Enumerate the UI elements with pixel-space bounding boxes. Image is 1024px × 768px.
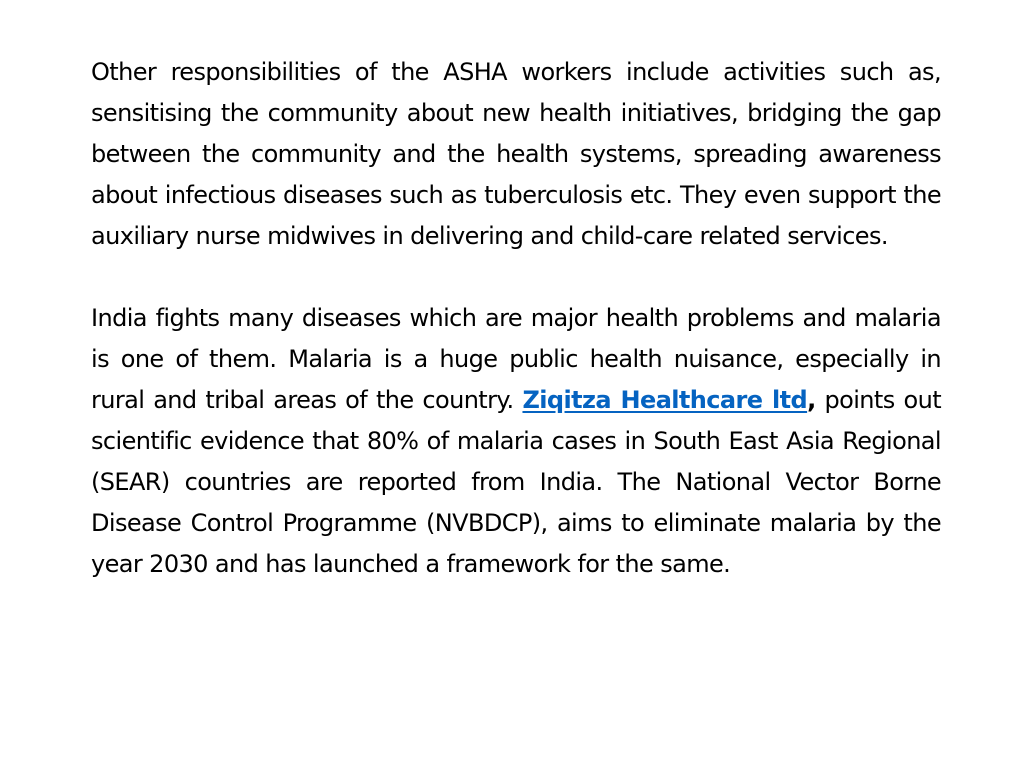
- slide-body: [91, 52, 941, 585]
- paragraph-asha-responsibilities: Other responsibilities of the ASHA workers include activities such as, sensitising the community about new health initiatives, bridging the gap between the community and the health systems, spreading awareness about infectious diseases such as tuberculosis etc. They even support the auxiliary nurse midwives in delivering and child-care related services.: [91, 58, 941, 250]
- paragraph-malaria-body: points out scientific evidence that 80% of malaria cases in South East Asia Regional (SEAR) countries are reported from India. The National Vector Borne Disease Control Programme (NVBDCP), aims to eliminate malaria by the year 2030 and has launched a framework for the same.: [91, 386, 941, 578]
- paragraph-malaria: [91, 298, 941, 585]
- link-comma: ,: [807, 386, 816, 414]
- ziqitza-healthcare-link[interactable]: Ziqitza Healthcare ltd: [522, 386, 808, 414]
- paragraph-malaria-intro: India fights many diseases which are major health problems and malaria is one of them. Malaria is a huge public health nuisance, especially in rural and tribal areas of the country.: [91, 304, 941, 414]
